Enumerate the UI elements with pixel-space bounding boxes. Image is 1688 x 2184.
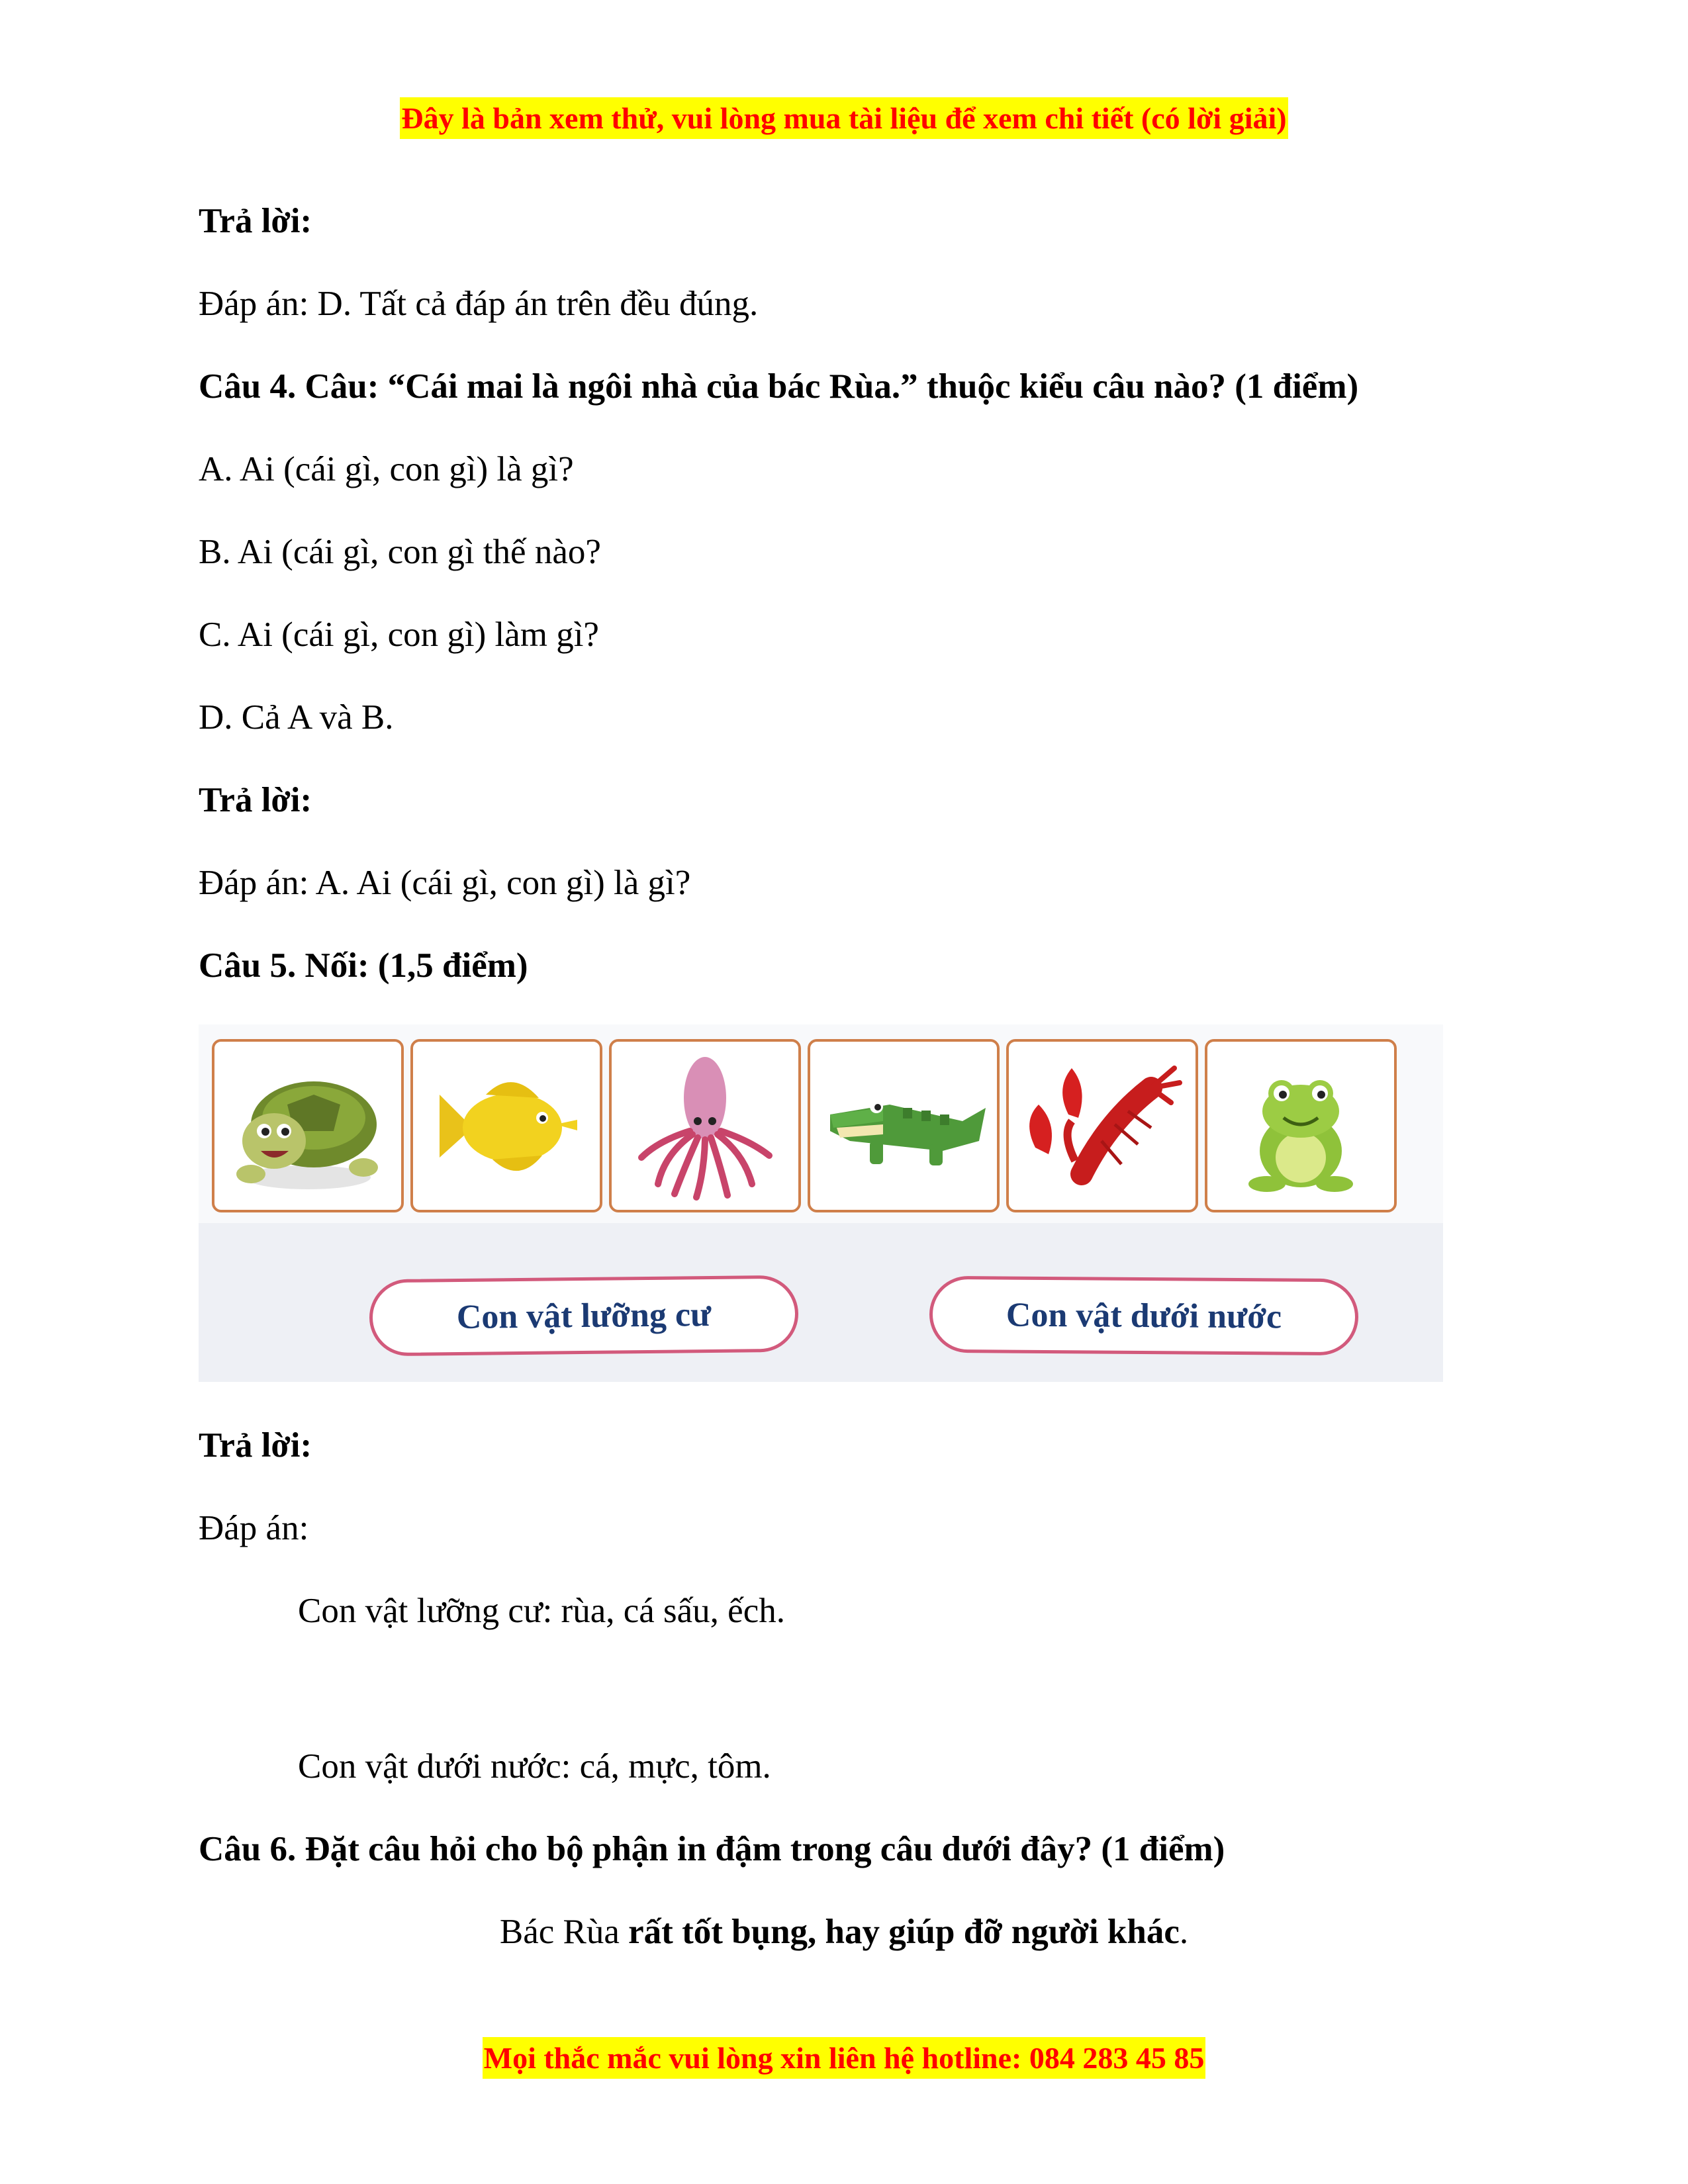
q3-answer: Đáp án: D. Tất cả đáp án trên đều đúng.	[199, 285, 759, 323]
fish-card	[410, 1039, 602, 1212]
label-amphibian-text: Con vật lưỡng cư	[456, 1295, 712, 1336]
q6-sentence-plain: Bác Rùa	[499, 1913, 629, 1951]
turtle-card	[212, 1039, 404, 1212]
q4-option-a: A. Ai (cái gì, con gì) là gì?	[199, 450, 574, 488]
q4-option-c: C. Ai (cái gì, con gì) làm gì?	[199, 615, 599, 654]
q5-question: Câu 5. Nối: (1,5 điểm)	[199, 946, 528, 985]
octopus-card	[609, 1039, 801, 1212]
crocodile-icon	[810, 1042, 997, 1210]
q6-sentence-end: .	[1179, 1913, 1189, 1951]
q5-matching-figure	[199, 1024, 1443, 1382]
preview-banner-text: Đây là bản xem thử, vui lòng mua tài liệu để xem chi tiết (có lời giải)	[400, 97, 1288, 139]
q5-answer-heading: Trả lời:	[199, 1426, 312, 1465]
preview-banner	[0, 103, 1688, 134]
label-amphibian	[369, 1275, 798, 1357]
frog-icon	[1207, 1042, 1394, 1210]
q4-answer-heading: Trả lời:	[199, 781, 312, 819]
q5-answer-intro: Đáp án:	[199, 1509, 309, 1547]
q4-question: Câu 4. Câu: “Cái mai là ngôi nhà của bác Rùa.” thuộc kiểu câu nào? (1 điểm)	[199, 367, 1359, 406]
q6-question: Câu 6. Đặt câu hỏi cho bộ phận in đậm trong câu dưới đây? (1 điểm)	[199, 1830, 1225, 1868]
frog-card	[1205, 1039, 1397, 1212]
lobster-icon	[1009, 1042, 1196, 1210]
lobster-card	[1006, 1039, 1198, 1212]
q5-answer-line2: Con vật dưới nước: cá, mực, tôm.	[298, 1747, 771, 1786]
turtle-icon	[214, 1042, 401, 1210]
label-aquatic-text: Con vật dưới nước	[1006, 1296, 1282, 1336]
hotline-footer	[0, 2043, 1688, 2073]
hotline-text: Mọi thắc mắc vui lòng xin liên hệ hotline: 084 283 45 85	[483, 2037, 1206, 2079]
label-aquatic	[929, 1276, 1359, 1356]
q6-sentence	[0, 1915, 1688, 1950]
q3-answer-heading: Trả lời:	[199, 202, 312, 240]
q5-answer-line1: Con vật lưỡng cư: rùa, cá sấu, ếch.	[298, 1592, 785, 1630]
crocodile-card	[808, 1039, 1000, 1212]
q4-answer: Đáp án: A. Ai (cái gì, con gì) là gì?	[199, 864, 691, 902]
q6-sentence-bold: rất tốt bụng, hay giúp đỡ người khác	[628, 1913, 1180, 1951]
fish-icon	[413, 1042, 600, 1210]
q4-option-b: B. Ai (cái gì, con gì thế nào?	[199, 533, 601, 571]
octopus-icon	[612, 1042, 798, 1210]
q4-option-d: D. Cả A và B.	[199, 698, 394, 737]
